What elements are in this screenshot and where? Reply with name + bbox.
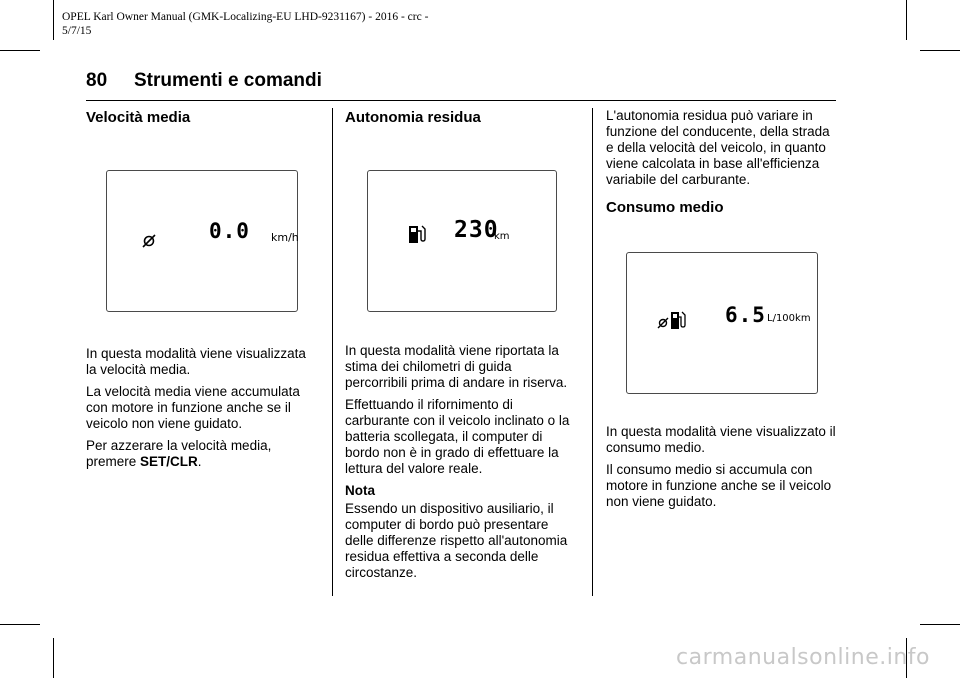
paragraph: La velocità media viene accumulata con motore in funzione anche se il veicolo non viene guidato.: [86, 384, 300, 431]
section-heading-average-consumption: Consumo medio: [606, 199, 724, 216]
note-label: Nota: [345, 483, 375, 498]
paragraph: Effettuando il rifornimento di carburante con il veicolo inclinato o la batteria scollegata, il computer di bordo non è in grado di effettuare la lettura del valore reale.: [345, 397, 570, 476]
display-value: 0.0: [209, 219, 250, 243]
paragraph: In questa modalità viene riportata la stima dei chilometri di guida percorribili prima di andare in riserva.: [345, 343, 568, 390]
section-heading-range: Autonomia residua: [345, 109, 481, 126]
display-average-consumption: [626, 252, 818, 394]
document-header: [62, 10, 428, 38]
display-average-speed: [106, 170, 298, 312]
average-fuel-icon: [657, 309, 689, 331]
display-unit: km: [494, 231, 510, 242]
paragraph: Per azzerare la velocità media, premere SET/CLR.: [86, 438, 272, 469]
paragraph: L'autonomia residua può variare in funzione del conducente, della strada e della velocità del veicolo, in quanto viene calcolata in base all'efficienza variabile del carburante.: [606, 108, 830, 187]
display-value: 230: [454, 217, 499, 243]
header-line-2: 5/7/15: [62, 25, 92, 37]
page-title: Strumenti e comandi: [134, 70, 322, 91]
crop-mark: [53, 0, 54, 40]
column-divider: [332, 108, 333, 596]
fuel-pump-icon: [408, 223, 426, 245]
display-range: [367, 170, 557, 312]
header-line-1: OPEL Karl Owner Manual (GMK-Localizing-EU LHD-9231167) - 2016 - crc -: [62, 11, 429, 23]
crop-mark: [906, 0, 907, 40]
note-text: Essendo un dispositivo ausiliario, il computer di bordo può presentare delle differenze rispetto all'autonomia residua effettiva a seconda delle circostanze.: [345, 501, 568, 580]
paragraph: Il consumo medio si accumula con motore in funzione anche se il veicolo non viene guidato.: [606, 462, 832, 509]
column-range: [345, 108, 577, 587]
column-average-consumption: [606, 108, 838, 516]
crop-mark: [0, 50, 40, 51]
column-divider: [592, 108, 593, 596]
page-heading: [86, 70, 322, 92]
set-clr-label: SET/CLR: [140, 454, 198, 469]
crop-mark: [0, 624, 40, 625]
crop-mark: [53, 638, 54, 678]
average-icon: [139, 231, 159, 251]
watermark: carmanualsonline.info: [676, 645, 930, 670]
paragraph: In questa modalità viene visualizzato il consumo medio.: [606, 424, 836, 455]
header-rule: [86, 100, 836, 101]
display-value: 6.5: [725, 303, 766, 327]
display-unit: km/h: [271, 231, 299, 244]
page-number: 80: [86, 70, 108, 91]
crop-mark: [920, 624, 960, 625]
paragraph: In questa modalità viene visualizzata la velocità media.: [86, 346, 306, 377]
display-unit: L/100km: [767, 313, 811, 324]
crop-mark: [920, 50, 960, 51]
section-heading-average-speed: Velocità media: [86, 109, 191, 126]
column-average-speed: [86, 108, 318, 476]
